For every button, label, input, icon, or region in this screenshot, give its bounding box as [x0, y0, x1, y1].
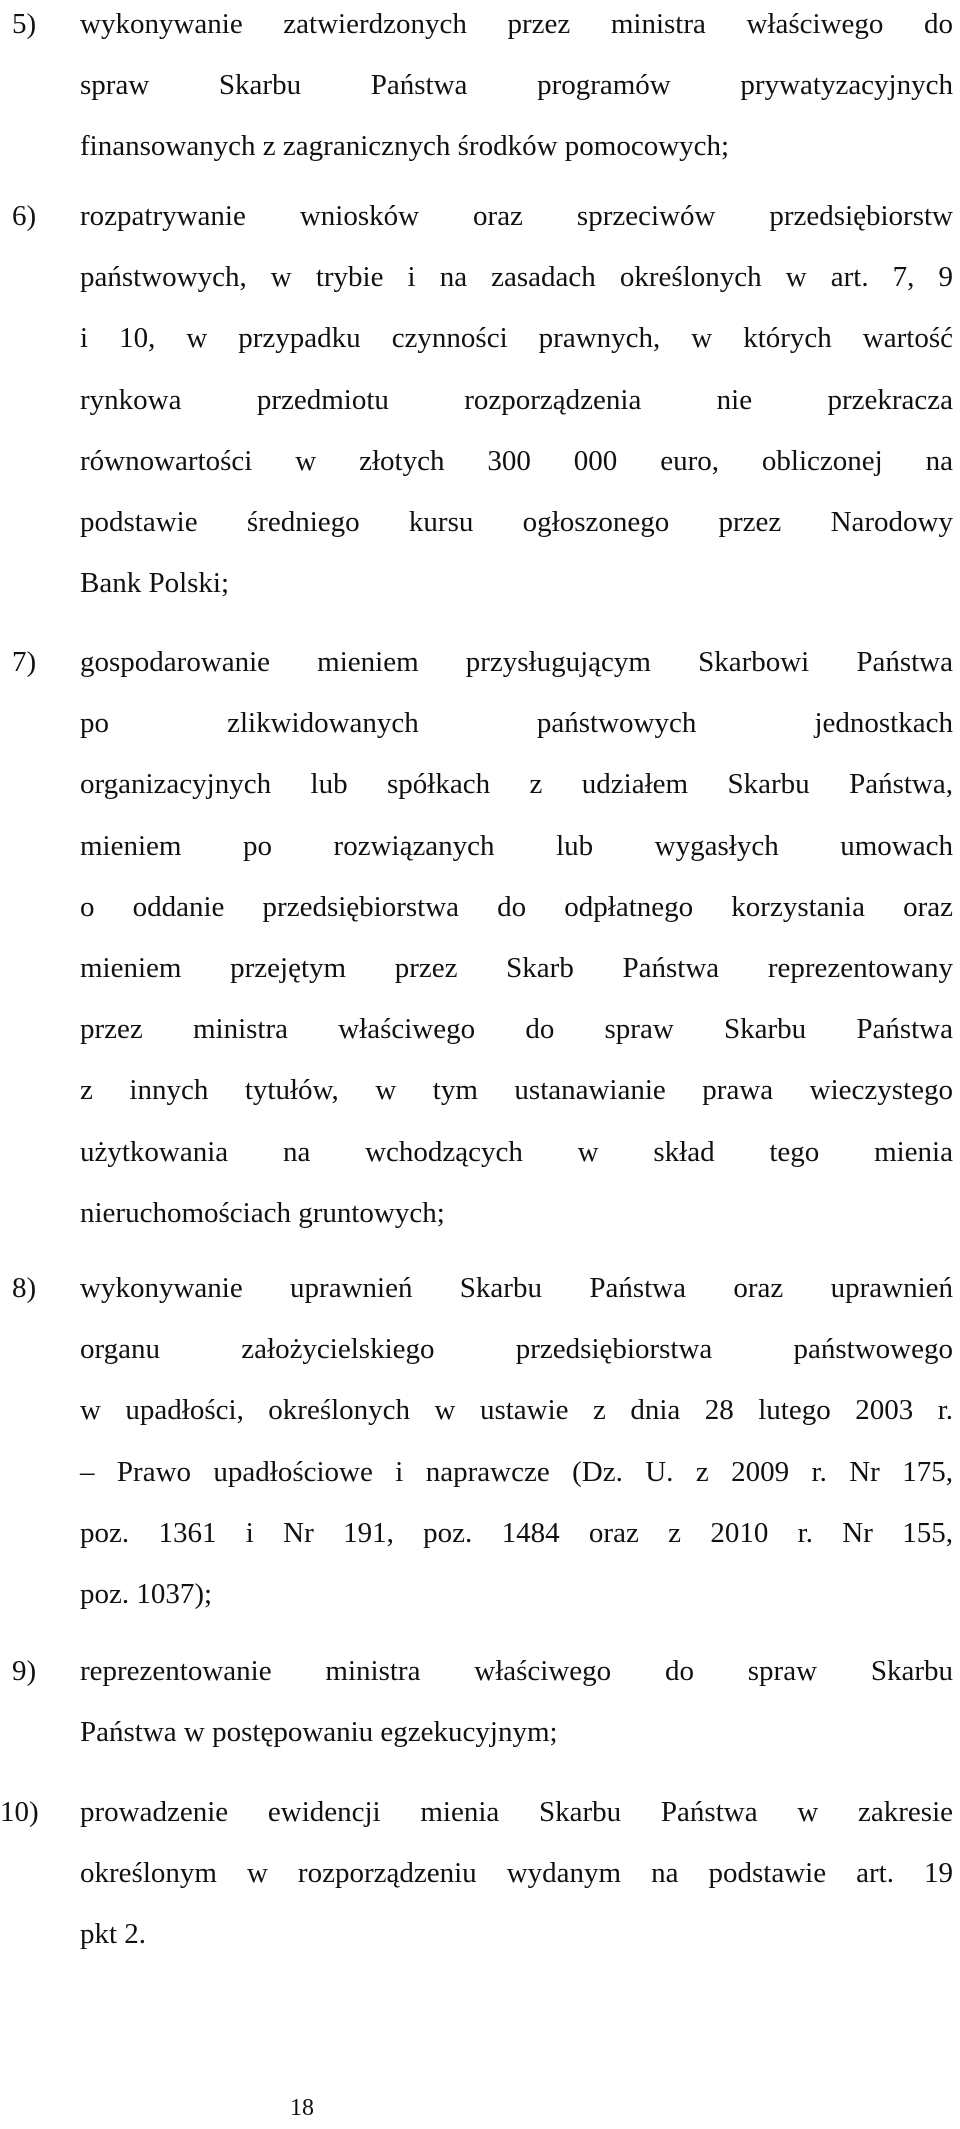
- list-item-number: 9): [12, 1655, 37, 1687]
- text-line: w upadłości, określonych w ustawie z dnia 28 lutego 2003 r.: [80, 1394, 953, 1427]
- text-line: Bank Polski;: [80, 567, 230, 600]
- text-line: przez ministra właściwego do spraw Skarbu Państwa: [80, 1013, 953, 1046]
- text-line: o oddanie przedsiębiorstwa do odpłatnego korzystania oraz: [80, 890, 953, 923]
- text-line: – Prawo upadłościowe i naprawcze (Dz. U. z 2009 r. Nr 175,: [80, 1455, 953, 1488]
- text-line: spraw Skarbu Państwa programów prywatyzacyjnych: [80, 69, 953, 102]
- text-line: mieniem po rozwiązanych lub wygasłych umowach: [80, 829, 953, 862]
- text-line: organu założycielskiego przedsiębiorstwa państwowego: [80, 1333, 953, 1366]
- list-item-text: [80, 1782, 953, 1966]
- text-line: gospodarowanie mieniem przysługującym Skarbowi Państwa: [80, 646, 953, 678]
- text-line: podstawie średniego kursu ogłoszonego przez Narodowy: [80, 505, 953, 538]
- page-number: 18: [290, 2095, 314, 2121]
- text-line: prowadzenie ewidencji mienia Skarbu Państwa w zakresie: [80, 1796, 953, 1828]
- text-line: nieruchomościach gruntowych;: [80, 1196, 445, 1229]
- text-line: pkt 2.: [80, 1918, 147, 1951]
- text-line: i 10, w przypadku czynności prawnych, w których wartość: [80, 322, 953, 355]
- list-item-number: 5): [12, 8, 37, 40]
- list-item-text: [80, 632, 953, 1244]
- list-item-number: 6): [12, 200, 37, 232]
- text-line: finansowanych z zagranicznych środków pomocowych;: [80, 130, 730, 163]
- text-line: rynkowa przedmiotu rozporządzenia nie przekracza: [80, 383, 953, 416]
- list-item-text: [80, 1258, 953, 1625]
- list-item-number: 10): [0, 1796, 39, 1828]
- text-line: poz. 1361 i Nr 191, poz. 1484 oraz z 2010 r. Nr 155,: [80, 1516, 953, 1549]
- text-line: równowartości w złotych 300 000 euro, obliczonej na: [80, 444, 953, 477]
- text-line: państwowych, w trybie i na zasadach określonych w art. 7, 9: [80, 261, 953, 294]
- text-line: wykonywanie uprawnień Skarbu Państwa oraz uprawnień: [80, 1272, 953, 1304]
- list-item-text: [80, 1641, 953, 1763]
- text-line: reprezentowanie ministra właściwego do spraw Skarbu: [80, 1655, 953, 1687]
- text-line: Państwa w postępowaniu egzekucyjnym;: [80, 1716, 558, 1749]
- text-line: rozpatrywanie wniosków oraz sprzeciwów przedsiębiorstw: [80, 200, 953, 232]
- text-line: użytkowania na wchodzących w skład tego mienia: [80, 1135, 953, 1168]
- list-item-text: [80, 186, 953, 614]
- text-line: określonym w rozporządzeniu wydanym na podstawie art. 19: [80, 1857, 953, 1890]
- list-item-number: 8): [12, 1272, 37, 1304]
- text-line: poz. 1037);: [80, 1577, 213, 1610]
- text-line: organizacyjnych lub spółkach z udziałem Skarbu Państwa,: [80, 768, 953, 801]
- text-line: wykonywanie zatwierdzonych przez ministra właściwego do: [80, 8, 953, 40]
- text-line: mieniem przejętym przez Skarb Państwa reprezentowany: [80, 951, 953, 984]
- text-line: z innych tytułów, w tym ustanawianie prawa wieczystego: [80, 1074, 953, 1107]
- list-item-number: 7): [12, 646, 37, 678]
- list-item-text: [80, 0, 953, 178]
- text-line: po zlikwidowanych państwowych jednostkach: [80, 707, 953, 740]
